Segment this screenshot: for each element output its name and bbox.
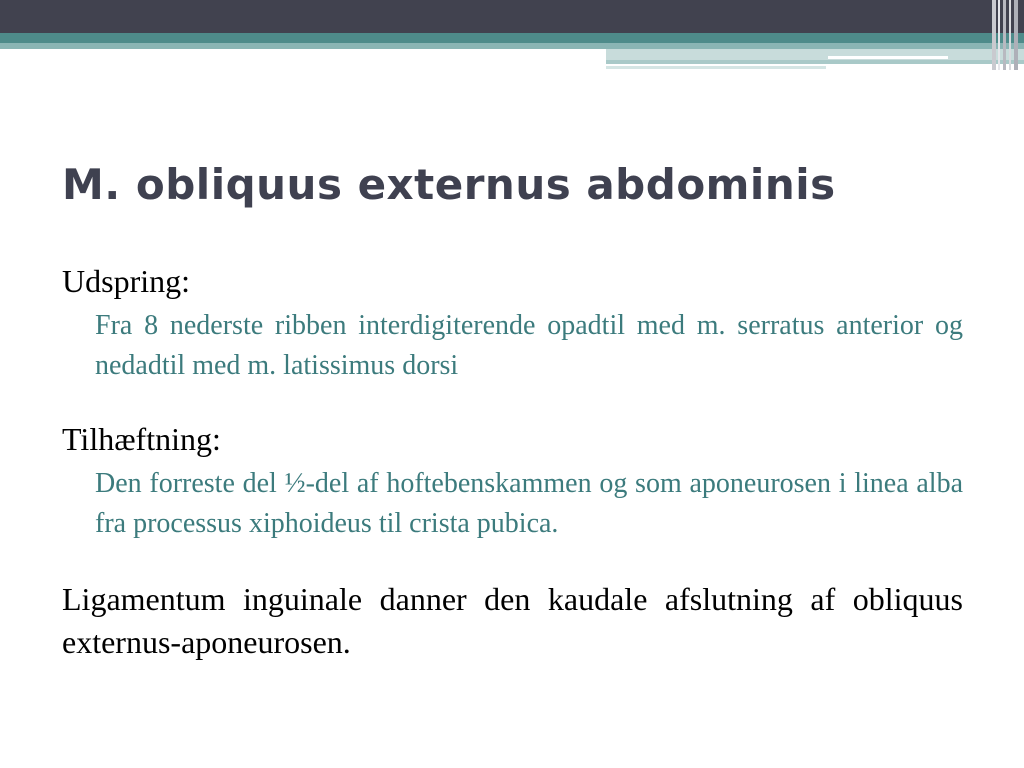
header-accent-line: [606, 66, 826, 69]
spacer: [62, 386, 963, 420]
spacer: [62, 544, 963, 578]
slide-title: M. obliquus externus abdominis: [62, 160, 836, 209]
section-text-origin: Fra 8 nederste ribben interdigiterende opadtil med m. serratus anterior og nedadtil med m. latissimus dorsi: [95, 310, 963, 381]
header-vertical-stripe: [1014, 0, 1018, 70]
header-vertical-stripe: [1003, 0, 1006, 70]
header-band-teal: [0, 33, 1024, 43]
closing-paragraph: Ligamentum inguinale danner den kaudale afslutning af obliquus externus-aponeurosen.: [62, 581, 963, 660]
section-heading-insertion: Tilhæftning:: [62, 421, 221, 457]
header-vertical-stripe: [992, 0, 996, 70]
section-text-insertion: Den forreste del ½-del af hoftebenskammen og som aponeurosen i linea alba fra processus xiphoideus til crista pubica.: [95, 468, 963, 539]
header-vertical-stripe: [998, 0, 1000, 70]
slide-body: [62, 262, 963, 664]
header-accent-highlight: [828, 56, 948, 59]
header-band-dark: [0, 0, 1024, 33]
section-heading-origin: Udspring:: [62, 263, 190, 299]
header-accent-line: [606, 60, 1024, 64]
header-vertical-stripe: [1009, 0, 1011, 70]
header-accent-block: [606, 49, 1024, 60]
